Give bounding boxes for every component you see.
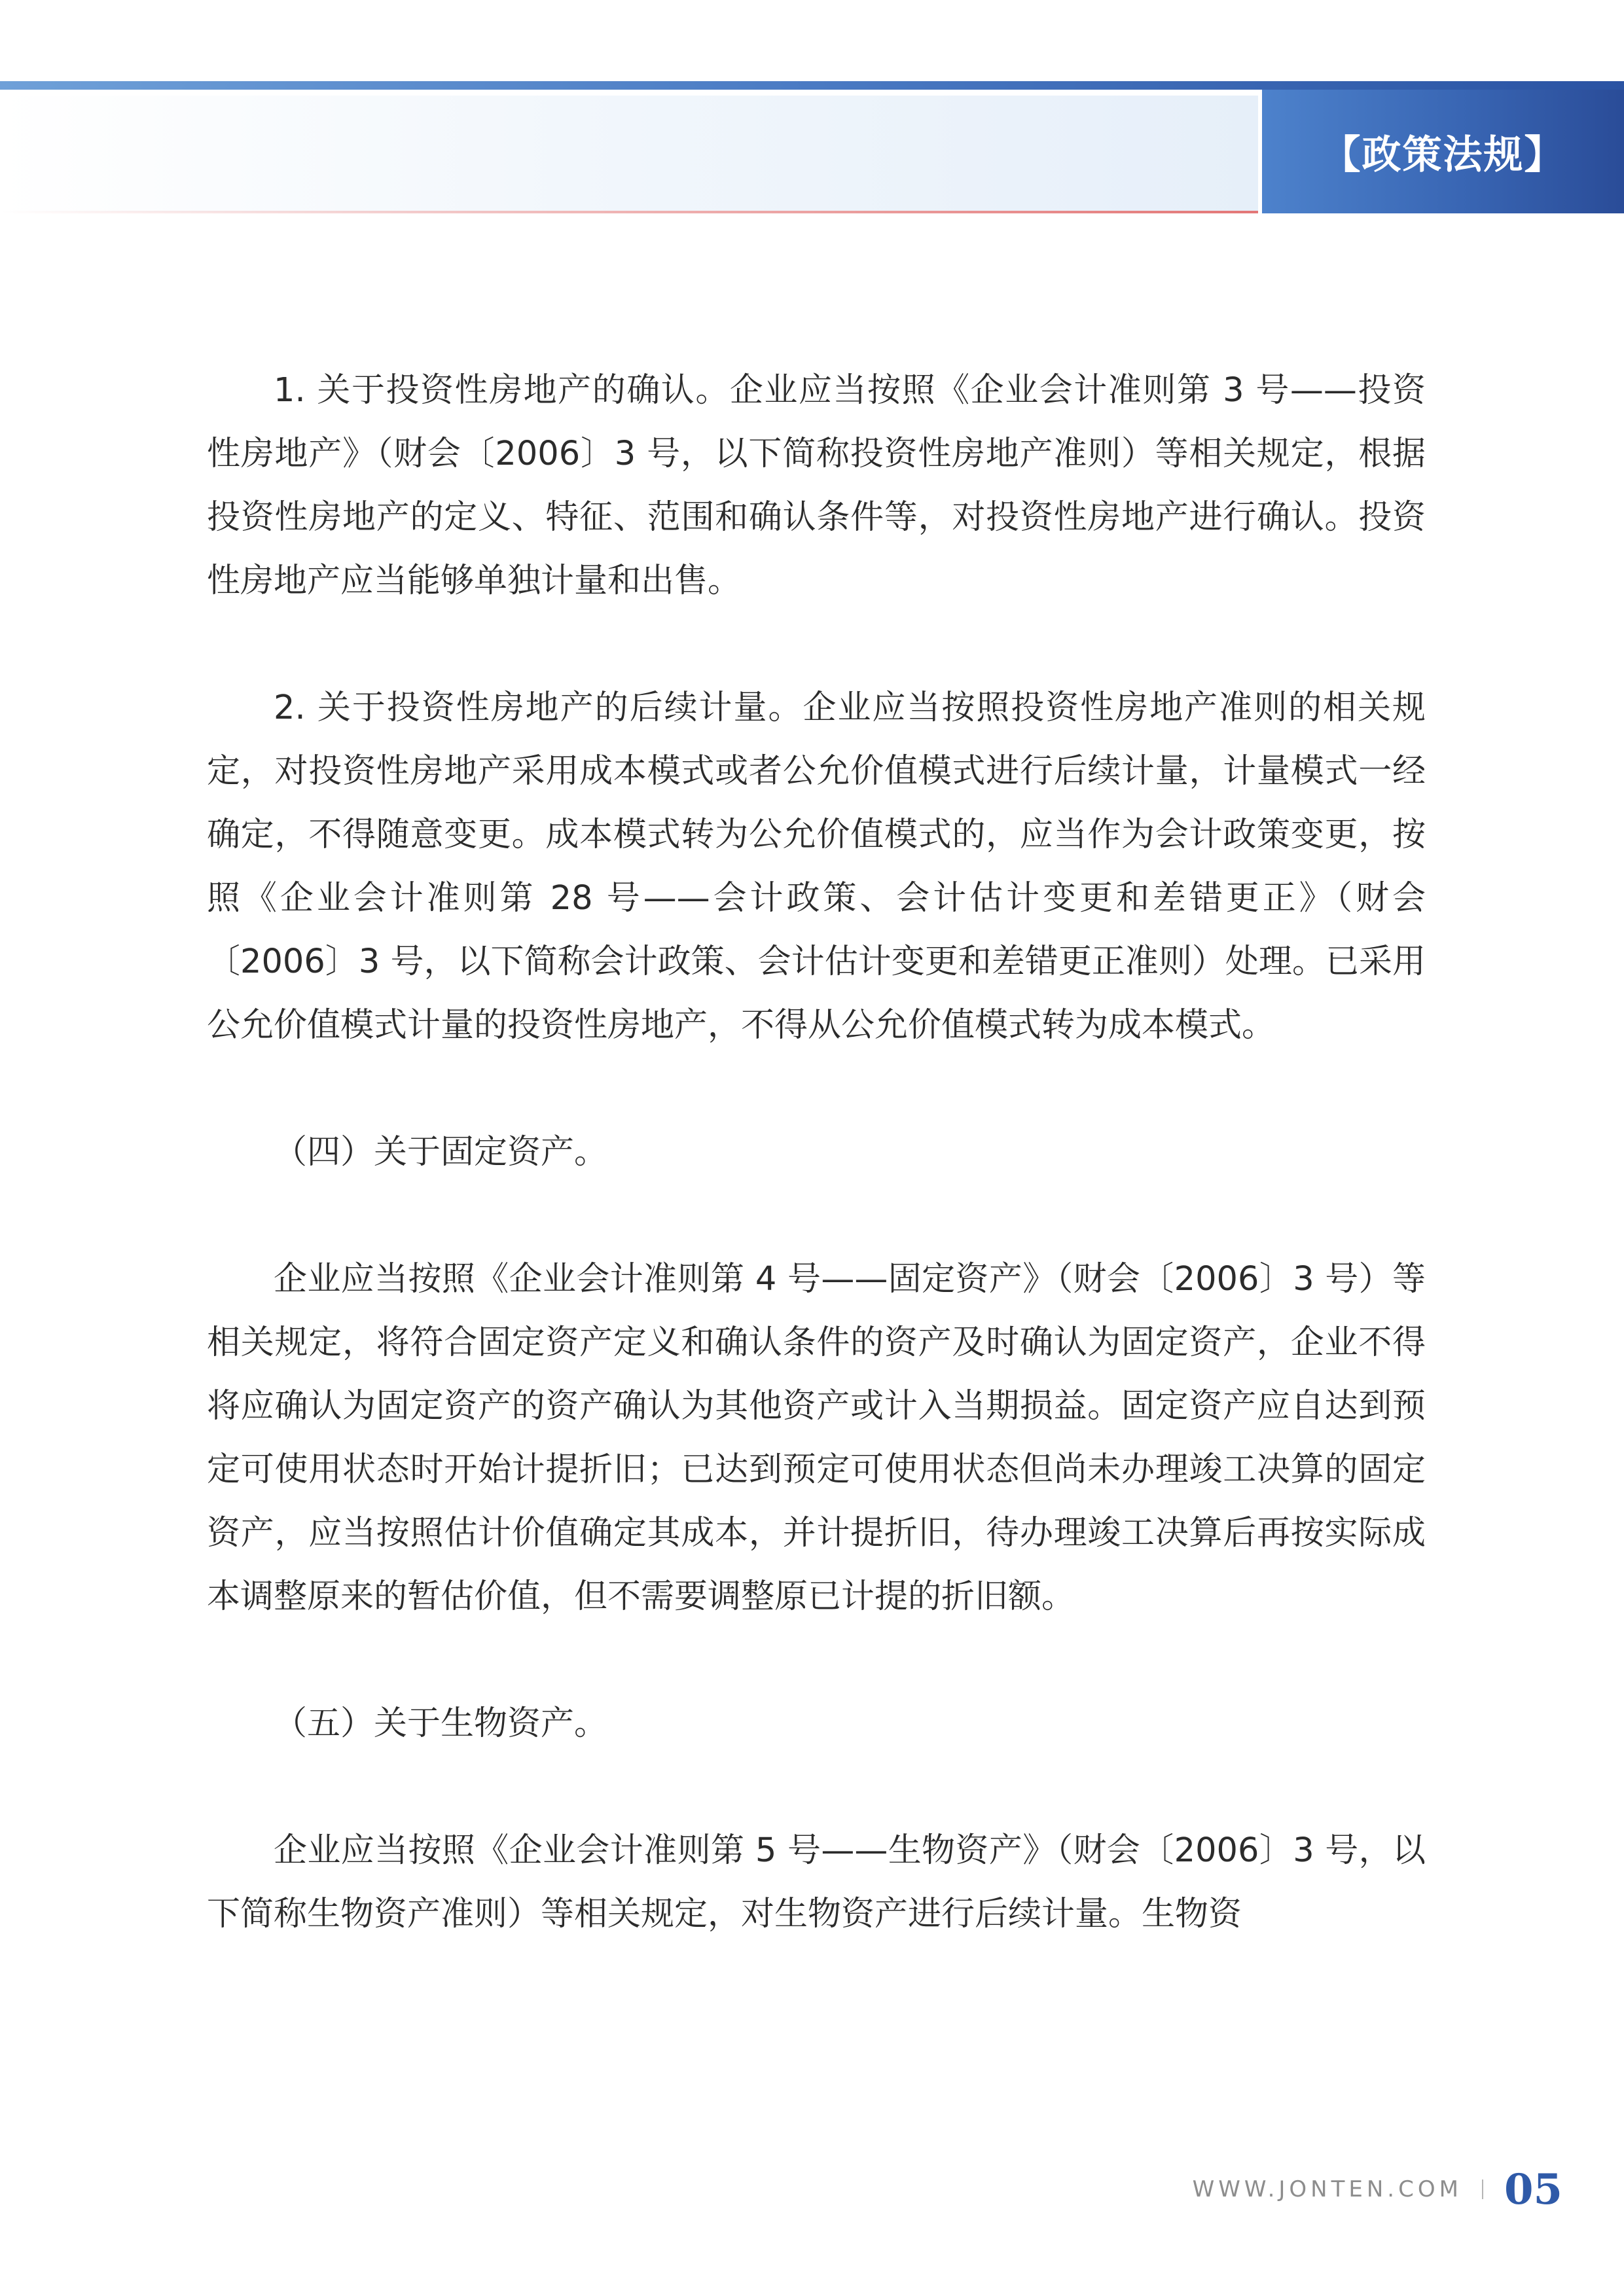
section-heading-biological-assets: （五）关于生物资产。 <box>274 1704 608 1743</box>
footer-website: WWW.JONTEN.COM <box>1192 2176 1462 2202</box>
section-label: 【政策法规】 <box>1321 132 1565 178</box>
header-top-rule <box>0 81 1624 90</box>
paragraph-biological-assets: 企业应当按照《企业会计准则第 5 号——生物资产》（财会〔2006〕3 号，以下简称生物资产准则）等相关规定，对生物资产进行后续计量。生物资 <box>207 1831 1426 1933</box>
section-heading-fixed-assets: （四）关于固定资产。 <box>274 1133 608 1172</box>
paragraph-investment-property-measurement: 2. 关于投资性房地产的后续计量。企业应当按照投资性房地产准则的相关规定，对投资性房地产采用成本模式或者公允价值模式进行后续计量，计量模式一经确定，不得随意变更。成本模式转为公允价值模式的，应当作为会计政策变更，按照《企业会计准则第 28 号——会计政策、会计估计变更和差错更正》（财会〔2006〕3 号，以下简称会计政策、会计估计变更和差错更正准则）处理。已采用公允价值模式计量的投资性房地产，不得从公允价值模式转为成本模式。 <box>207 689 1426 1045</box>
document-body <box>207 359 1426 1946</box>
footer-divider <box>1482 2179 1483 2199</box>
page-number: 05 <box>1504 2164 1562 2214</box>
paragraph-fixed-assets: 企业应当按照《企业会计准则第 4 号——固定资产》（财会〔2006〕3 号）等相关规定，将符合固定资产定义和确认条件的资产及时确认为固定资产，企业不得将应确认为固定资产的资产确认为其他资产或计入当期损益。固定资产应自达到预定可使用状态时开始计提折旧；已达到预定可使用状态但尚未办理竣工决算的固定资产，应当按照估计价值确定其成本，并计提折旧，待办理竣工决算后再按实际成本调整原来的暂估价值，但不需要调整原已计提的折旧额。 <box>207 1260 1426 1616</box>
paragraph-investment-property-recognition: 1. 关于投资性房地产的确认。企业应当按照《企业会计准则第 3 号——投资性房地产》（财会〔2006〕3 号，以下简称投资性房地产准则）等相关规定，根据投资性房地产的定义、特征、范围和确认条件等，对投资性房地产进行确认。投资性房地产应当能够单独计量和出售。 <box>207 371 1426 600</box>
section-tab <box>1262 90 1624 213</box>
page-footer <box>1193 2160 1562 2219</box>
header-underline <box>0 211 1258 213</box>
header-band <box>0 96 1258 212</box>
